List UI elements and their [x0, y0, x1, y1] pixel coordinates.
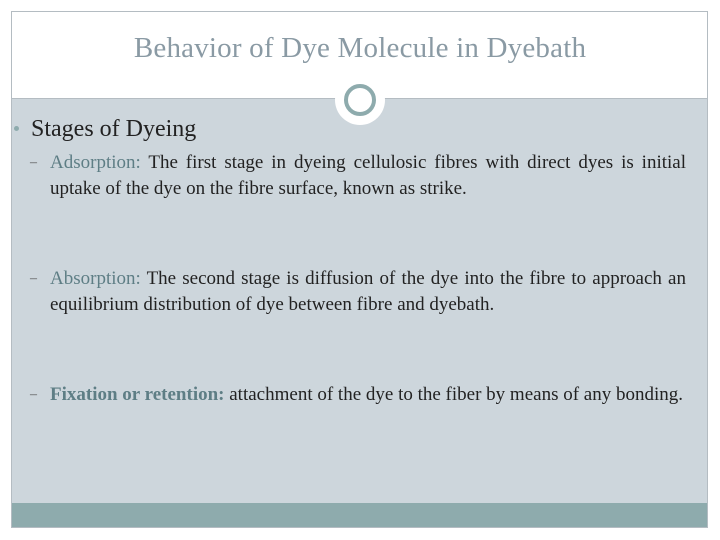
- item-body: The second stage is diffusion of the dye into the fibre to approach an equilibrium distribution of dye between fibre and dyebath.: [50, 268, 686, 315]
- item-term: Adsorption: [50, 152, 136, 173]
- item-text: [50, 266, 686, 318]
- item-separator: :: [135, 268, 141, 289]
- item-text: [50, 382, 686, 408]
- item-term: Fixation or retention:: [50, 384, 225, 405]
- item-body: The first stage in dyeing cellulosic fibres with direct dyes is initial uptake of the dye on the fibre surface, known as strike.: [50, 152, 686, 199]
- circle-bullet-icon: [14, 126, 19, 131]
- item-separator: :: [135, 152, 141, 173]
- list-item-fixation: [30, 382, 686, 408]
- item-term: Absorption: [50, 268, 136, 289]
- list-item-adsorption: [30, 150, 686, 202]
- bullet-label: Stages of Dyeing: [31, 116, 197, 142]
- dash-icon: –: [30, 155, 37, 170]
- dash-icon: –: [30, 387, 37, 402]
- item-body: attachment of the dye to the fiber by means of any bonding.: [224, 384, 684, 405]
- list-item-absorption: [30, 266, 686, 318]
- item-text: [50, 150, 686, 202]
- dash-icon: –: [30, 271, 37, 286]
- ring-inner: [344, 84, 376, 116]
- ring-icon: [335, 75, 385, 125]
- slide-title: Behavior of Dye Molecule in Dyebath: [133, 32, 587, 64]
